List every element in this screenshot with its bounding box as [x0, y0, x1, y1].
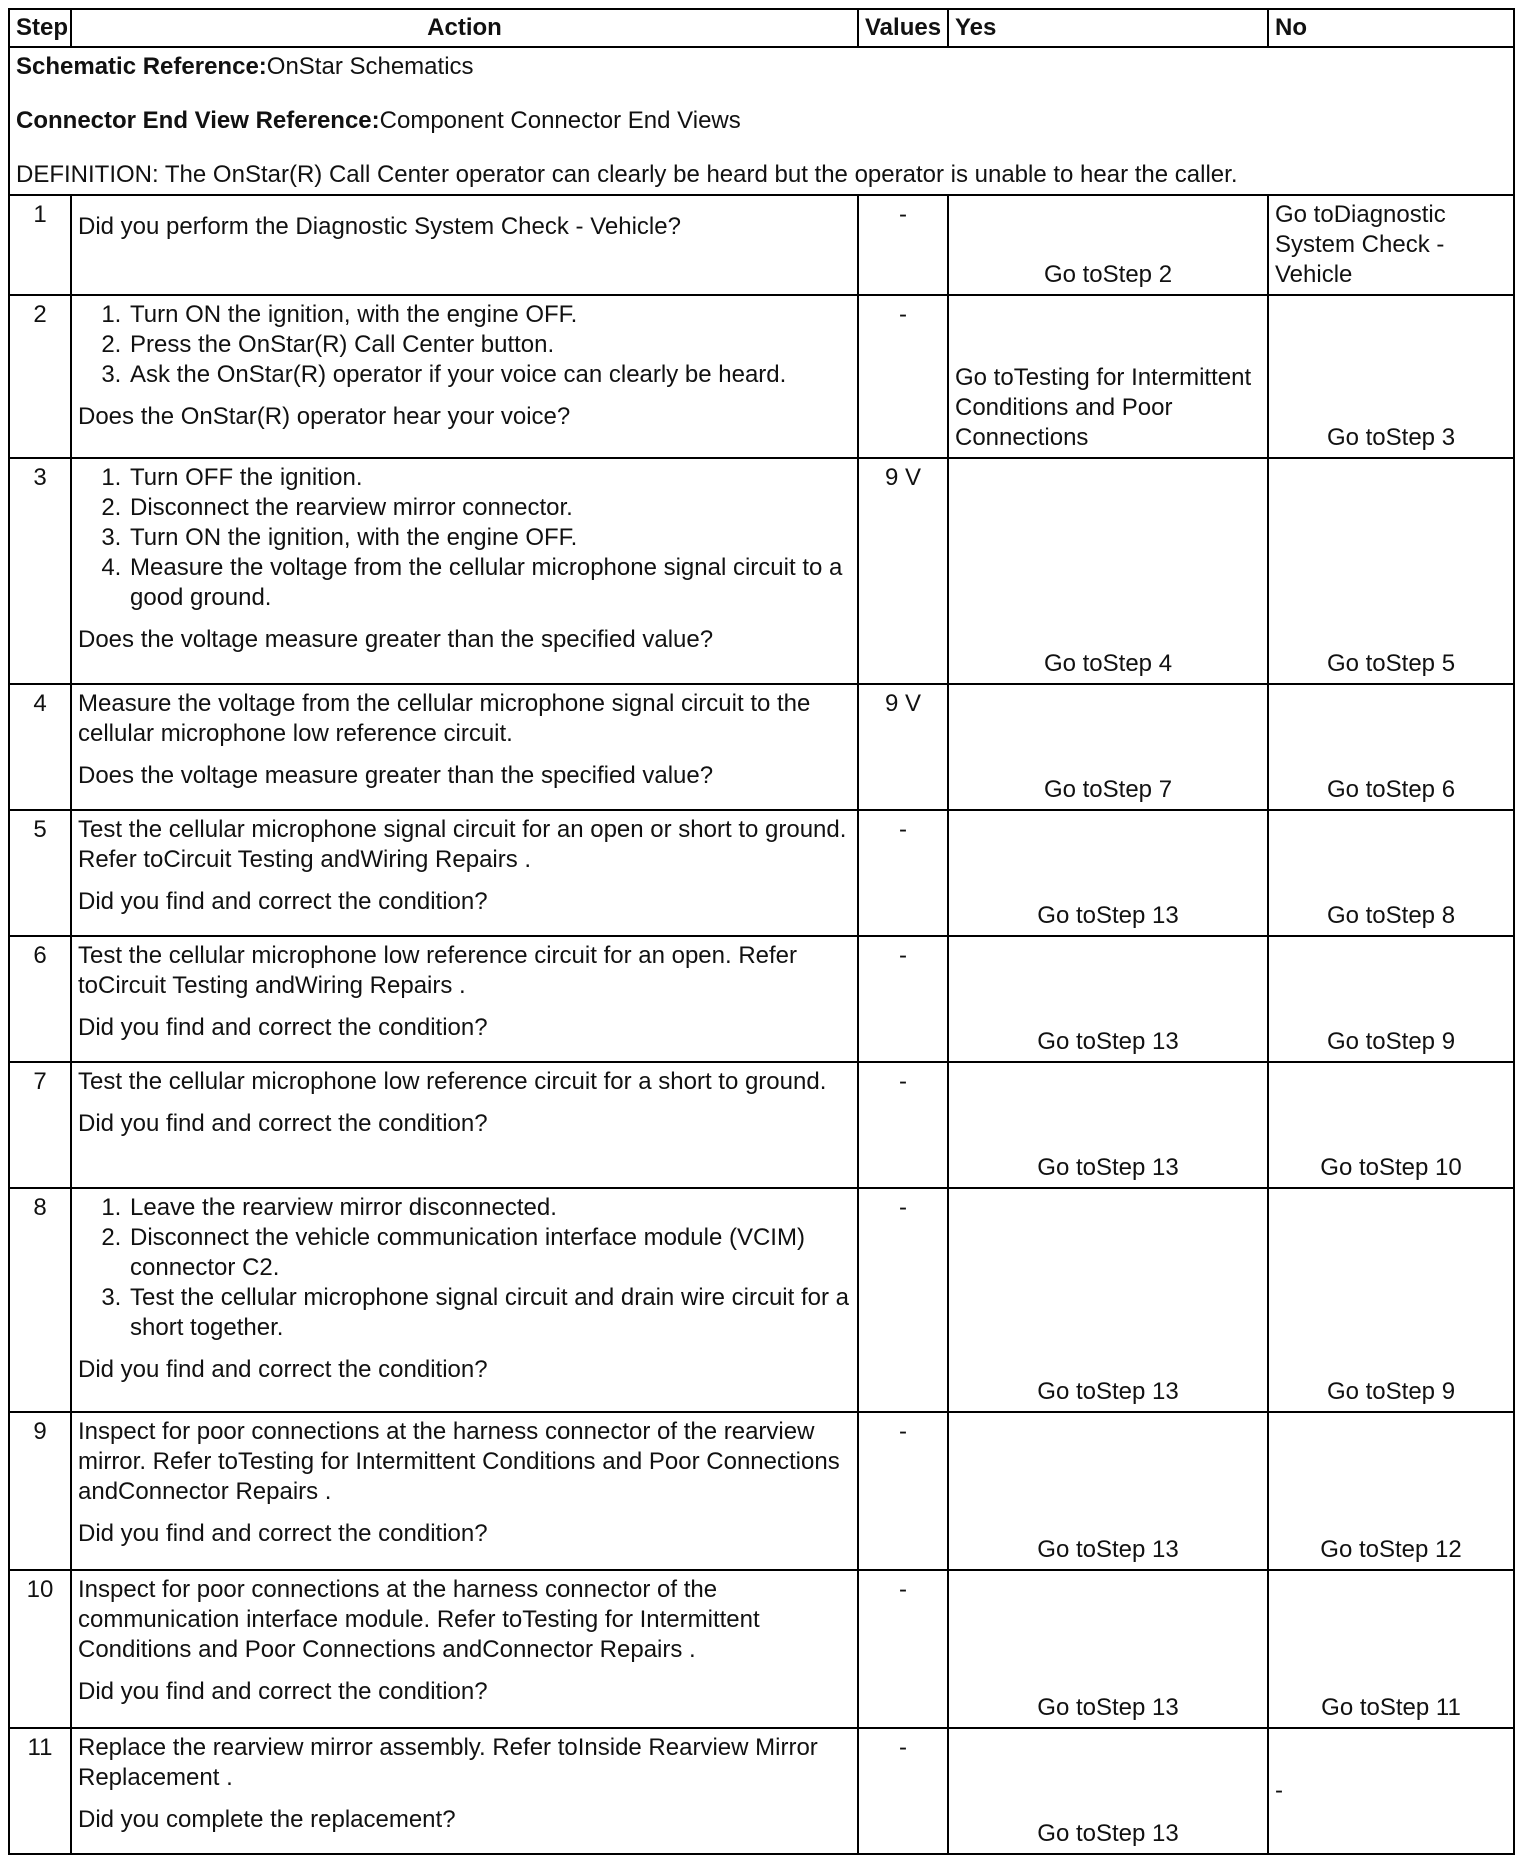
step-row — [9, 1728, 1514, 1854]
step-row — [9, 295, 1514, 458]
action-question: Did you find and correct the condition? — [78, 1520, 488, 1547]
header-values: Values — [858, 9, 948, 47]
action-step-item: 2. Disconnect the vehicle communication interface module (VCIM) connector C2. — [128, 1223, 851, 1283]
yes-cell — [948, 195, 1268, 295]
action-instruction: Measure the voltage from the cellular microphone signal circuit to the cellular microphone low reference circuit. — [78, 690, 811, 747]
values-cell: - — [858, 1728, 948, 1854]
action-cell — [71, 1728, 858, 1854]
action-instruction: Inspect for poor connections at the harness connector of the rearview mirror. Refer toTesting for Intermittent Conditions and Poor Connections andConnector Repairs . — [78, 1418, 840, 1505]
yes-link[interactable]: Go toStep 13 — [1037, 1028, 1179, 1055]
step-number: 1 — [9, 195, 71, 295]
values-cell: - — [858, 1188, 948, 1412]
yes-link[interactable]: Go toTesting for Intermittent Conditions and Poor Connections — [955, 364, 1252, 451]
action-step-item: 1. Leave the rearview mirror disconnected. — [128, 1193, 851, 1223]
yes-cell — [948, 1728, 1268, 1854]
values-cell: 9 V — [858, 684, 948, 810]
no-link[interactable]: Go toStep 5 — [1326, 650, 1456, 677]
action-cell — [71, 810, 858, 936]
action-question: Did you find and correct the condition? — [78, 1110, 488, 1137]
action-instruction: Test the cellular microphone low reference circuit for an open. Refer toCircuit Testing andWiring Repairs . — [78, 942, 798, 999]
no-cell — [1268, 1570, 1514, 1728]
values-cell: - — [858, 810, 948, 936]
step-number: 3 — [9, 458, 71, 684]
step-number: 4 — [9, 684, 71, 810]
no-cell — [1268, 295, 1514, 458]
step-number: 8 — [9, 1188, 71, 1412]
yes-link[interactable]: Go toStep 2 — [1043, 261, 1173, 288]
action-cell — [71, 1570, 858, 1728]
step-row — [9, 458, 1514, 684]
reference-row — [9, 47, 1514, 195]
action-step-item: 3. Turn ON the ignition, with the engine OFF. — [128, 523, 851, 553]
action-instruction: Inspect for poor connections at the harness connector of the communication interface module. Refer toTesting for Intermittent Conditions and Poor Connections andConnector Repairs . — [78, 1576, 760, 1663]
action-steps-list — [78, 463, 851, 613]
action-cell — [71, 1188, 858, 1412]
no-cell — [1268, 1188, 1514, 1412]
connector-reference-label: Connector End View Reference: — [16, 107, 380, 134]
no-cell — [1268, 810, 1514, 936]
yes-link[interactable]: Go toStep 13 — [1037, 1536, 1179, 1563]
yes-link[interactable]: Go toStep 7 — [1043, 776, 1173, 803]
action-question: Does the OnStar(R) operator hear your voice? — [78, 403, 571, 430]
no-link: - — [1275, 1777, 1283, 1804]
no-cell — [1268, 195, 1514, 295]
yes-cell — [948, 810, 1268, 936]
values-cell: - — [858, 1062, 948, 1188]
no-link[interactable]: Go toStep 11 — [1321, 1694, 1461, 1721]
schematic-reference-link[interactable]: OnStar Schematics — [266, 53, 474, 80]
no-link[interactable]: Go toStep 9 — [1326, 1028, 1456, 1055]
action-question: Did you find and correct the condition? — [78, 1678, 488, 1705]
yes-cell — [948, 1412, 1268, 1570]
action-steps-list — [78, 1193, 851, 1343]
yes-cell — [948, 295, 1268, 458]
no-link[interactable]: Go toStep 3 — [1326, 424, 1456, 451]
header-yes: Yes — [948, 9, 1268, 47]
action-step-item: 3. Test the cellular microphone signal circuit and drain wire circuit for a short together. — [128, 1283, 851, 1343]
step-row — [9, 684, 1514, 810]
values-cell: - — [858, 936, 948, 1062]
action-step-item: 2. Disconnect the rearview mirror connector. — [128, 493, 851, 523]
yes-link[interactable]: Go toStep 13 — [1037, 1820, 1179, 1847]
action-instruction: Test the cellular microphone signal circuit for an open or short to ground. Refer toCircuit Testing andWiring Repairs . — [78, 816, 847, 873]
action-step-item: 3. Ask the OnStar(R) operator if your voice can clearly be heard. — [128, 360, 851, 390]
header-row — [9, 9, 1514, 47]
step-number: 6 — [9, 936, 71, 1062]
yes-link[interactable]: Go toStep 4 — [1043, 650, 1173, 677]
yes-cell — [948, 458, 1268, 684]
action-question: Did you find and correct the condition? — [78, 1014, 488, 1041]
no-cell — [1268, 684, 1514, 810]
step-row — [9, 1412, 1514, 1570]
no-link[interactable]: Go toStep 12 — [1320, 1536, 1462, 1563]
action-steps-list — [78, 300, 851, 390]
no-cell — [1268, 936, 1514, 1062]
action-cell — [71, 684, 858, 810]
no-link[interactable]: Go toStep 9 — [1326, 1378, 1456, 1405]
no-link[interactable]: Go toDiagnostic System Check - Vehicle — [1275, 201, 1446, 288]
action-question: Did you complete the replacement? — [78, 1806, 456, 1833]
action-cell — [71, 195, 858, 295]
step-row — [9, 1188, 1514, 1412]
action-cell — [71, 1412, 858, 1570]
yes-cell — [948, 1062, 1268, 1188]
step-number: 11 — [9, 1728, 71, 1854]
step-number: 9 — [9, 1412, 71, 1570]
step-row — [9, 810, 1514, 936]
action-cell — [71, 458, 858, 684]
no-cell — [1268, 458, 1514, 684]
yes-cell — [948, 684, 1268, 810]
action-instruction: Test the cellular microphone low reference circuit for a short to ground. — [78, 1068, 827, 1095]
action-question: Did you find and correct the condition? — [78, 888, 488, 915]
step-number: 2 — [9, 295, 71, 458]
no-cell — [1268, 1412, 1514, 1570]
header-step: Step — [9, 9, 71, 47]
connector-reference — [16, 106, 1507, 136]
schematic-reference — [16, 52, 1507, 82]
values-cell: - — [858, 1570, 948, 1728]
action-step-item: 2. Press the OnStar(R) Call Center button. — [128, 330, 851, 360]
action-step-item: 1. Turn ON the ignition, with the engine OFF. — [128, 300, 851, 330]
action-question: Did you perform the Diagnostic System Check - Vehicle? — [78, 213, 681, 240]
yes-link[interactable]: Go toStep 13 — [1037, 1378, 1179, 1405]
action-step-item: 1. Turn OFF the ignition. — [128, 463, 851, 493]
yes-link[interactable]: Go toStep 13 — [1037, 1694, 1179, 1721]
yes-cell — [948, 936, 1268, 1062]
no-link[interactable]: Go toStep 10 — [1320, 1154, 1462, 1181]
action-cell — [71, 1062, 858, 1188]
action-question: Did you find and correct the condition? — [78, 1356, 488, 1383]
header-action: Action — [71, 9, 858, 47]
connector-reference-link[interactable]: Component Connector End Views — [379, 107, 741, 134]
action-cell — [71, 295, 858, 458]
values-cell: 9 V — [858, 458, 948, 684]
yes-link[interactable]: Go toStep 13 — [1037, 902, 1179, 929]
no-link[interactable]: Go toStep 8 — [1326, 902, 1456, 929]
step-row — [9, 936, 1514, 1062]
definition-text: DEFINITION: The OnStar(R) Call Center operator can clearly be heard but the operator is unable to hear the caller. — [16, 161, 1238, 188]
yes-cell — [948, 1570, 1268, 1728]
yes-cell — [948, 1188, 1268, 1412]
no-cell — [1268, 1728, 1514, 1854]
schematic-reference-label: Schematic Reference: — [16, 53, 267, 80]
step-number: 10 — [9, 1570, 71, 1728]
action-instruction: Replace the rearview mirror assembly. Refer toInside Rearview Mirror Replacement . — [78, 1734, 818, 1791]
reference-cell — [9, 47, 1514, 195]
values-cell: - — [858, 195, 948, 295]
step-row — [9, 1570, 1514, 1728]
step-row — [9, 1062, 1514, 1188]
action-question: Does the voltage measure greater than the specified value? — [78, 762, 714, 789]
step-number: 5 — [9, 810, 71, 936]
diagnostic-table — [8, 8, 1515, 1855]
values-cell: - — [858, 1412, 948, 1570]
no-link[interactable]: Go toStep 6 — [1326, 776, 1456, 803]
values-cell: - — [858, 295, 948, 458]
step-row — [9, 195, 1514, 295]
action-step-item: 4. Measure the voltage from the cellular microphone signal circuit to a good ground. — [128, 553, 851, 613]
header-no: No — [1268, 9, 1514, 47]
step-number: 7 — [9, 1062, 71, 1188]
action-question: Does the voltage measure greater than the specified value? — [78, 626, 714, 653]
action-cell — [71, 936, 858, 1062]
yes-link[interactable]: Go toStep 13 — [1037, 1154, 1179, 1181]
no-cell — [1268, 1062, 1514, 1188]
